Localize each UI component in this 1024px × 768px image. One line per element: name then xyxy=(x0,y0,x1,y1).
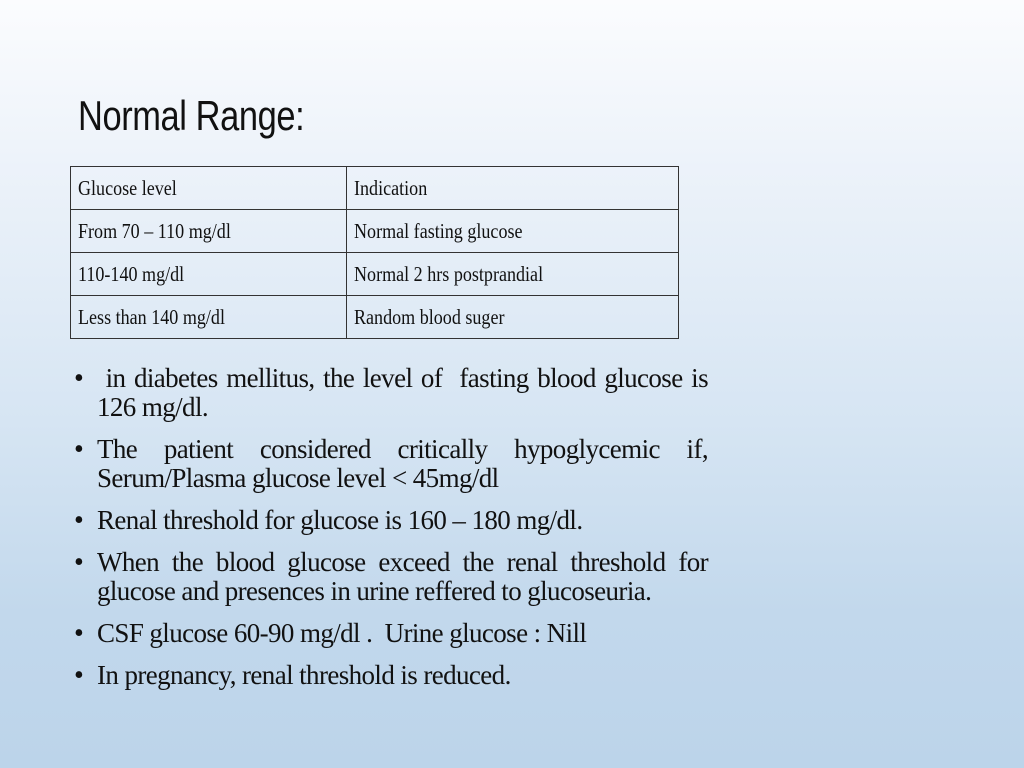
bullet-text: When the blood glucose exceed the renal threshold for glucose and presences in urine reffered to glucoseuria. xyxy=(97,547,708,606)
cell-glucose-level: Less than 140 mg/dl xyxy=(78,304,225,329)
bullet-text: Renal threshold for glucose is 160 – 180 mg/dl. xyxy=(97,505,583,535)
list-item xyxy=(74,506,708,535)
slide-title: Normal Range: xyxy=(78,92,305,139)
cell-indication: Normal fasting glucose xyxy=(353,218,523,243)
cell-glucose-level: From 70 – 110 mg/dl xyxy=(78,218,231,243)
table-cell xyxy=(346,210,678,253)
cell-indication: Normal 2 hrs postprandial xyxy=(353,261,543,286)
bullet-text: in diabetes mellitus, the level of fasting blood glucose is 126 mg/dl. xyxy=(97,363,715,422)
list-item xyxy=(74,661,708,690)
bullet-text: In pregnancy, renal threshold is reduced. xyxy=(97,660,511,690)
table-row xyxy=(71,296,679,339)
table-header-row xyxy=(71,167,679,210)
table-cell xyxy=(346,253,678,296)
bullet-dot: • xyxy=(74,505,84,536)
bullet-text: CSF glucose 60-90 mg/dl . Urine glucose : Nill xyxy=(97,618,587,648)
list-item xyxy=(74,363,715,422)
table-cell xyxy=(71,296,347,339)
bullet-list xyxy=(74,363,715,703)
table-header-cell xyxy=(71,167,347,210)
bullet-dot: • xyxy=(74,660,84,691)
header-indication: Indication xyxy=(353,175,427,200)
cell-glucose-level: 110-140 mg/dl xyxy=(78,261,185,286)
table-cell xyxy=(71,253,347,296)
bullet-dot: • xyxy=(74,618,84,649)
bullet-dot: • xyxy=(74,547,84,578)
bullet-text: The patient considered critically hypoglycemic if, Serum/Plasma glucose level < 45mg/dl xyxy=(97,434,708,493)
list-item xyxy=(74,548,708,606)
list-item xyxy=(74,435,708,493)
header-glucose-level: Glucose level xyxy=(78,175,177,200)
table-cell xyxy=(71,210,347,253)
table-row xyxy=(71,210,679,253)
table-cell xyxy=(346,296,678,339)
bullet-dot: • xyxy=(74,363,84,394)
normal-range-table xyxy=(70,166,679,339)
cell-indication: Random blood suger xyxy=(353,304,505,329)
list-item xyxy=(74,619,708,648)
table-header-cell xyxy=(346,167,678,210)
table-row xyxy=(71,253,679,296)
bullet-dot: • xyxy=(74,434,84,465)
